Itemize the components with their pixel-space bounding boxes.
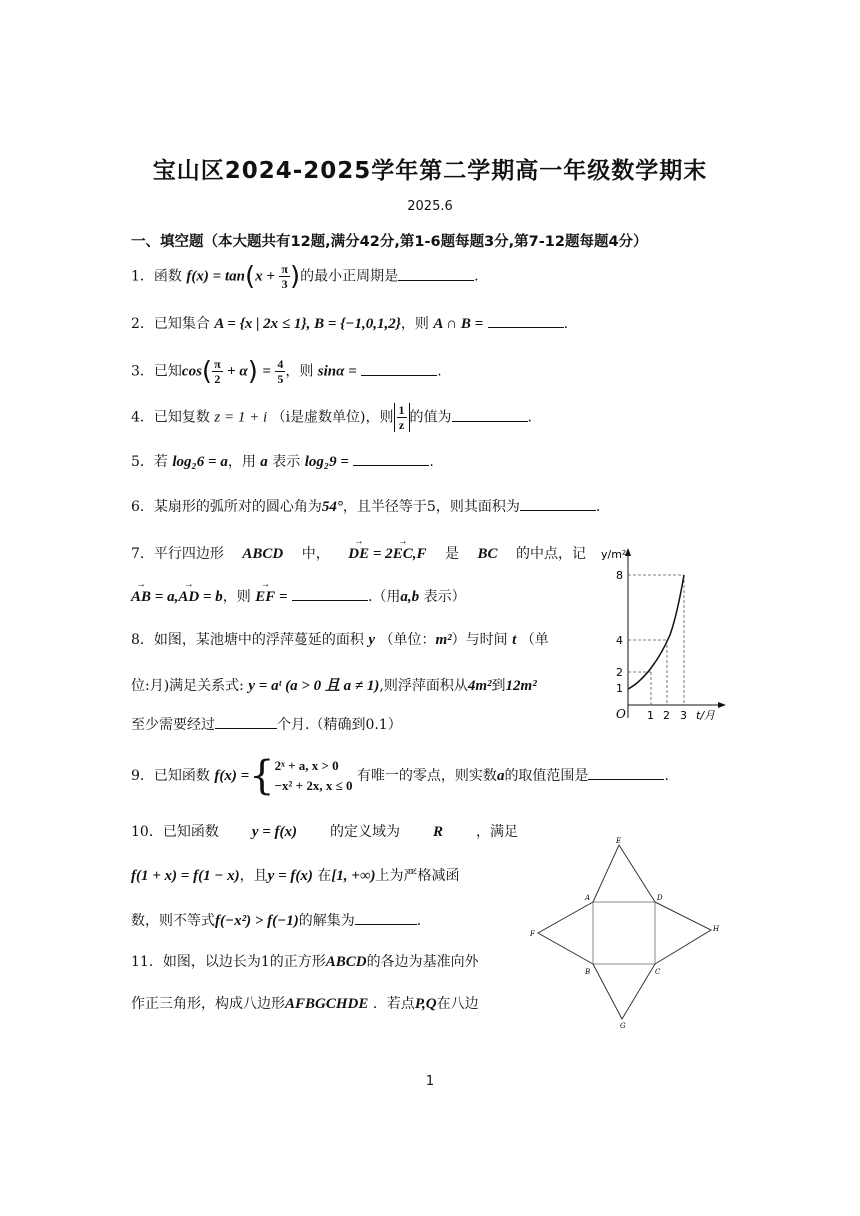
question-11-line-1: 11．如图，以边长为1的正方形ABCD的各边为基准向外 (131, 954, 479, 970)
q4-note: （i是虚数单位)，则 (271, 409, 394, 426)
origin-label: O (616, 707, 626, 721)
q2-sets: A = {x | 2x ≤ 1}, B = {−1,0,1,2} (214, 316, 401, 332)
q1-fraction: $\frac{\pi}{3}$ (281, 262, 288, 291)
triangle-afb (538, 902, 593, 964)
q1-answer-blank[interactable] (398, 266, 474, 281)
growth-curve (628, 575, 684, 689)
y-tick-1: 1 (616, 682, 623, 695)
q1-plus: x + (255, 268, 275, 285)
question-10-line-1: 10．已知函数 y = f(x) 的定义域为 R ，满足 (131, 824, 518, 840)
x-tick-2: 2 (663, 709, 670, 722)
x-tick-3: 3 (680, 709, 687, 722)
q1-func: f(x) = tan (186, 268, 245, 285)
section-heading: 一、填空题（本大题共有12题,满分42分,第1-6题每题3分,第7-12题每题4分） (131, 234, 648, 250)
point-h-label: H (713, 925, 720, 933)
x-axis-arrow (718, 702, 726, 708)
q1-suffix: 的最小正周期是 (300, 268, 399, 285)
q2-expr: A ∩ B = (433, 316, 484, 332)
question-5: 5．若 log₂6 = a，用 a 表示 log₂9 = . (131, 451, 434, 472)
y-tick-4: 4 (616, 634, 623, 647)
point-c-label: C (655, 968, 661, 976)
x-tick-1: 1 (647, 709, 654, 722)
point-b-label: B (585, 968, 591, 976)
point-d-label: D (657, 894, 663, 902)
question-11-line-2: 作正三角形，构成八边形AFBGCHDE ．若点P,Q在八边 (131, 996, 479, 1012)
q6-answer-blank[interactable] (520, 496, 596, 511)
q3-cos: cos (181, 363, 202, 380)
question-7-line-2: → AB = a,→ AD = b，则 → EF = .（用a,b 表示） (131, 586, 466, 607)
triangle-bgc (593, 964, 655, 1019)
page-title: 宝山区2024-2025学年第二学期高一年级数学期末 (152, 158, 708, 184)
q2-answer-blank[interactable] (488, 313, 564, 328)
y-axis-label: y/m² (601, 548, 627, 561)
question-7-line-1: 7．平行四边形 ABCD 中， → DE = 2→ EC,F 是 BC 的中点，记 (131, 544, 586, 564)
x-axis-label: t/月 (696, 709, 716, 722)
question-8-line-2: 位:月)满足关系式: y = aᵗ (a > 0 且 a ≠ 1),则浮萍面积从4m²到12m² (131, 678, 537, 694)
question-1: 1．函数 f(x) = tan(x + $\frac{\pi}{3}$ )的最小正周期是 . (131, 261, 479, 292)
q7-answer-blank[interactable] (292, 586, 368, 601)
y-tick-2: 2 (616, 666, 623, 679)
q6-angle: 54° (321, 499, 343, 515)
page-number: 1 (425, 1074, 435, 1089)
question-8-line-1: 8．如图，某池塘中的浮萍蔓延的面积 y （单位：m²）与时间 t （单 (131, 632, 549, 648)
question-6: 6．某扇形的弧所对的圆心角为54°，且半径等于5，则其面积为 . (131, 496, 600, 517)
exponential-growth-graph (600, 540, 730, 730)
q4-prefix: 4．已知复数 (131, 409, 210, 426)
q3-fraction-left: $\frac{\pi}{2}$ (214, 357, 221, 386)
q4-fraction: $\frac{1}{z}$ (398, 403, 405, 432)
q5-answer-blank[interactable] (353, 451, 429, 466)
q8-answer-blank[interactable] (215, 714, 277, 729)
q9-cases: 2ˣ + a, x > 0 −x² + 2x, x ≤ 0 (274, 758, 353, 793)
q2-prefix: 2．已知集合 (131, 316, 210, 332)
question-4: 4．已知复数 z = 1 + i （i是虚数单位)，则 $\frac{1}{z}$ 的值为 . (131, 403, 532, 432)
q9-answer-blank[interactable] (588, 765, 664, 780)
q4-z: z = 1 + i (214, 409, 268, 426)
question-2: 2．已知集合 A = {x | 2x ≤ 1}, B = {−1,0,1,2}，则 A ∩ B = . (131, 313, 568, 334)
q3-expr: sinα = (317, 363, 357, 380)
question-3: 3．已知cos( $\frac{\pi}{2}$ + α) = $\frac{4}{5}$ ，则 sinα = . (131, 356, 442, 387)
q3-fraction-right: $\frac{4}{5}$ (277, 357, 284, 386)
exam-date: 2025.6 (407, 199, 453, 214)
question-9: 9．已知函数 f(x) ={ 2ˣ + a, x > 0 −x² + 2x, x ≤ 0 有唯一的零点，则实数a的取值范围是 . (131, 753, 669, 799)
q10-answer-blank[interactable] (355, 910, 417, 925)
question-8-line-3: 至少需要经过 个月.（精确到0.1） (131, 714, 402, 735)
triangle-ade (593, 845, 655, 902)
point-a-label: A (585, 894, 591, 902)
square-abcd (593, 902, 655, 964)
point-f-label: F (530, 930, 535, 938)
q4-answer-blank[interactable] (452, 407, 528, 422)
point-g-label: G (620, 1022, 626, 1030)
octagon-figure (525, 835, 725, 1030)
point-e-label: E (616, 837, 622, 845)
question-10-line-2: f(1 + x) = f(1 − x)，且y = f(x) 在[1, +∞)上为严格减函 (131, 868, 460, 884)
y-tick-8: 8 (616, 569, 623, 582)
q5-prefix: 5．若 (131, 454, 168, 470)
q5-expr1: log₂6 = a (172, 454, 228, 470)
q3-answer-blank[interactable] (361, 361, 437, 376)
q5-expr2: log₂9 = (304, 454, 349, 470)
q1-prefix: 1．函数 (131, 268, 182, 285)
question-10-line-3: 数，则不等式f(−x²) > f(−1)的解集为 . (131, 910, 421, 931)
q6-prefix: 6．某扇形的弧所对的圆心角为 (131, 499, 322, 515)
triangle-chd (655, 902, 711, 964)
q3-prefix: 3．已知 (131, 363, 182, 380)
